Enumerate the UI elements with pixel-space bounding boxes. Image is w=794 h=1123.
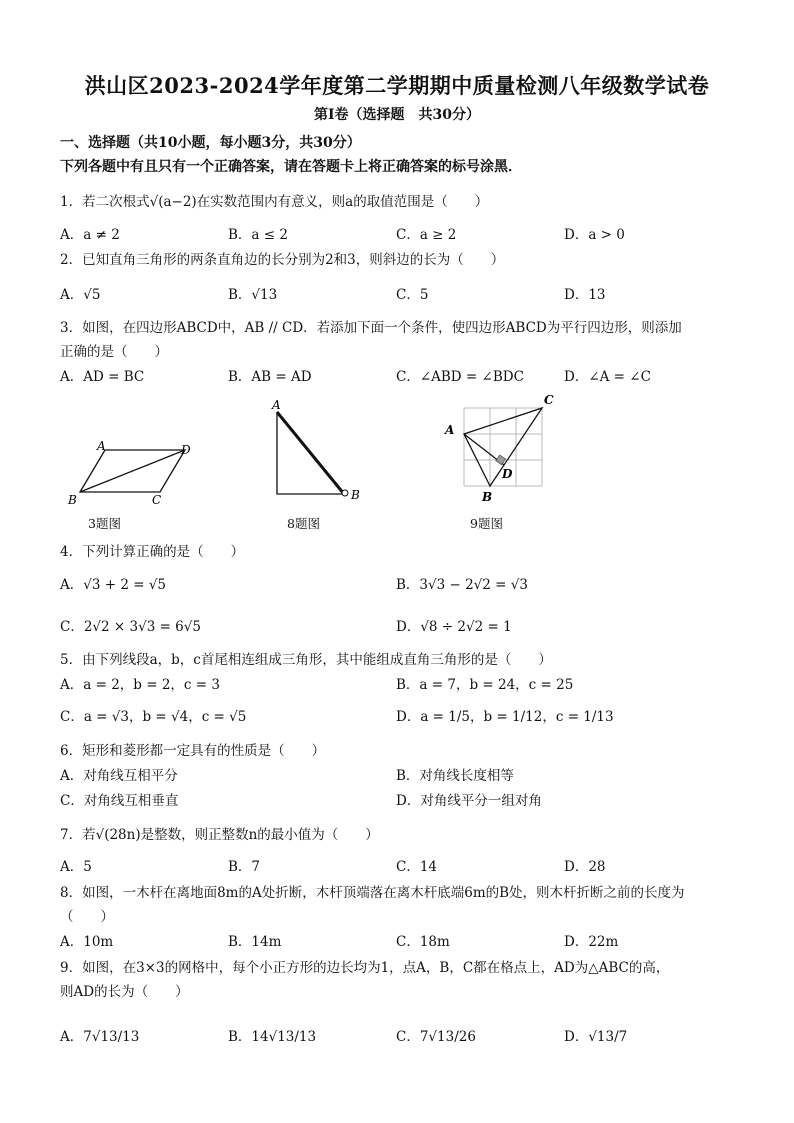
q6-option-d: D．对角线平分一组对角 xyxy=(396,793,542,809)
figure-9-caption: 9题图 xyxy=(470,516,503,531)
q5-option-b: B．a = 7，b = 24，c = 25 xyxy=(396,677,574,693)
section-instruction: 下列各题中有且只有一个正确答案，请在答题卡上将正确答案的标号涂黑． xyxy=(60,159,522,175)
q9-option-d: D．√13/7 xyxy=(564,1029,628,1045)
figure-3-caption: 3题图 xyxy=(88,516,121,531)
fig3-label-c: C xyxy=(152,493,162,507)
q8-stem-line1: 8．如图，一木杆在离地面8m的A处折断，木杆顶端落在离木杆底端6m的B处，则木杆折断之前的长度为 xyxy=(60,885,685,901)
q7-option-c: C．14 xyxy=(396,859,438,875)
q6-option-b: B．对角线长度相等 xyxy=(396,768,514,784)
q7-option-a: A．5 xyxy=(60,859,92,875)
q4-stem: 4．下列计算正确的是（ ） xyxy=(60,544,245,560)
q6-stem: 6．矩形和菱形都一定具有的性质是（ ） xyxy=(60,743,326,759)
q5-stem: 5．由下列线段a，b，c首尾相连组成三角形，其中能组成直角三角形的是（ ） xyxy=(60,652,552,668)
q6-option-a: A．对角线互相平分 xyxy=(60,768,178,784)
q1-option-b: B．a ≤ 2 xyxy=(228,227,288,243)
q4-option-c: C．2√2 × 3√3 = 6√5 xyxy=(60,619,201,635)
section-heading: 一、选择题（共10小题，每小题3分，共30分） xyxy=(60,135,361,151)
fig9-label-d: D xyxy=(502,467,513,481)
q4-option-d: D．√8 ÷ 2√2 = 1 xyxy=(396,619,512,635)
q8-stem-line2: （ ） xyxy=(60,909,114,925)
fig8-label-a: A xyxy=(272,398,281,412)
q4-option-a: A．√3 + 2 = √5 xyxy=(60,577,167,593)
exam-title: 洪山区2023-2024学年度第二学期期中质量检测八年级数学试卷 xyxy=(84,73,710,98)
q9-option-b: B．14√13/13 xyxy=(228,1029,317,1045)
q5-option-a: A．a = 2，b = 2，c = 3 xyxy=(60,677,220,693)
q8-option-d: D．22m xyxy=(564,934,619,950)
q8-option-b: B．14m xyxy=(228,934,282,950)
q1-option-a: A．a ≠ 2 xyxy=(60,227,120,243)
q3-option-b: B．AB = AD xyxy=(228,369,312,385)
q2-stem: 2．已知直角三角形的两条直角边的长分别为2和3，则斜边的长为（ ） xyxy=(60,252,505,268)
q2-option-d: D．13 xyxy=(564,287,606,303)
q3-option-a: A．AD = BC xyxy=(60,369,145,385)
q2-option-a: A．√5 xyxy=(60,287,101,303)
q1-option-d: D．a > 0 xyxy=(564,227,625,243)
q8-option-a: A．10m xyxy=(60,934,114,950)
figure-8-triangle xyxy=(262,396,372,506)
fig9-label-a: A xyxy=(445,423,455,437)
q7-option-b: B．7 xyxy=(228,859,261,875)
fig9-label-c: C xyxy=(544,393,554,407)
q5-option-d: D．a = 1/5，b = 1/12，c = 1/13 xyxy=(396,709,614,725)
figure-9-grid-triangle xyxy=(440,388,560,506)
q1-option-c: C．a ≥ 2 xyxy=(396,227,457,243)
q7-stem: 7．若√(28n)是整数，则正整数n的最小值为（ ） xyxy=(60,827,379,843)
fig3-label-d: D xyxy=(181,443,191,457)
fig3-label-b: B xyxy=(68,493,77,507)
figure-8-caption: 8题图 xyxy=(287,516,320,531)
q6-option-c: C．对角线互相垂直 xyxy=(60,793,179,809)
q8-option-c: C．18m xyxy=(396,934,450,950)
q7-option-d: D．28 xyxy=(564,859,606,875)
q3-option-d: D．∠A = ∠C xyxy=(564,369,651,385)
q2-option-c: C．5 xyxy=(396,287,429,303)
q9-stem-line1: 9．如图，在3×3的网格中，每个小正方形的边长均为1，点A，B，C都在格点上，AD为△ABC的高， xyxy=(60,960,670,976)
fig8-label-b: B xyxy=(351,488,360,502)
q9-option-a: A．7√13/13 xyxy=(60,1029,140,1045)
exam-subtitle: 第Ⅰ卷（选择题 共30分） xyxy=(313,107,481,123)
fig3-label-a: A xyxy=(97,439,106,453)
q3-option-c: C．∠ABD = ∠BDC xyxy=(396,369,524,385)
q1-stem: 1．若二次根式√(a−2)在实数范围内有意义，则a的取值范围是（ ） xyxy=(60,194,489,210)
figure-3-parallelogram xyxy=(60,432,210,512)
q9-option-c: C．7√13/26 xyxy=(396,1029,476,1045)
fig9-label-b: B xyxy=(482,490,493,504)
q2-option-b: B．√13 xyxy=(228,287,278,303)
q3-stem-line1: 3．如图，在四边形ABCD中，AB // CD．若添加下面一个条件，使四边形ABCD为平行四边形，则添加 xyxy=(60,320,682,336)
q4-option-b: B．3√3 − 2√2 = √3 xyxy=(396,577,528,593)
q3-stem-line2: 正确的是（ ） xyxy=(60,344,168,360)
q5-option-c: C．a = √3，b = √4，c = √5 xyxy=(60,709,247,725)
q9-stem-line2: 则AD的长为（ ） xyxy=(60,984,189,1000)
